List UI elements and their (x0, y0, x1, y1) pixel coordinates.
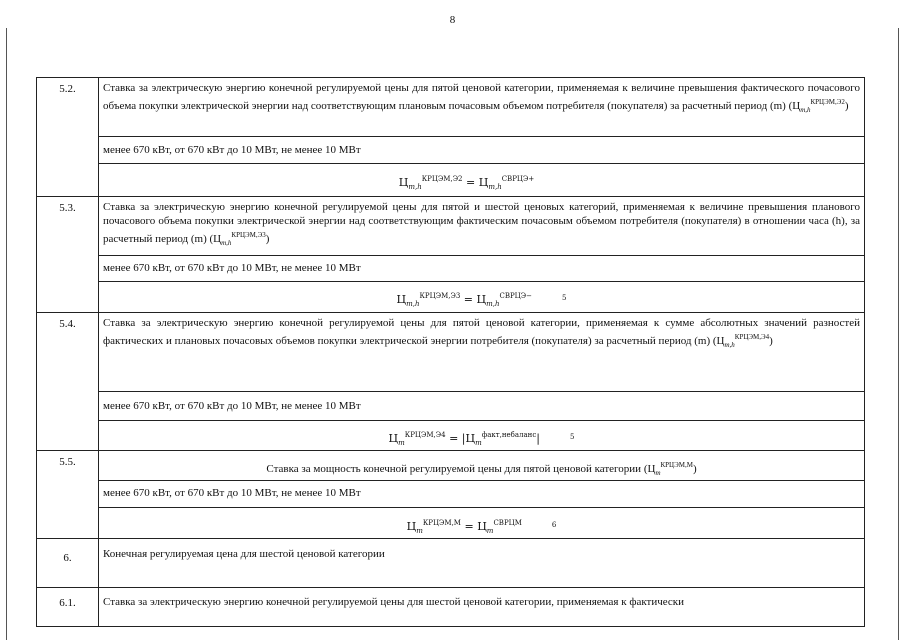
formula-cell (99, 421, 865, 451)
capacity-cell (99, 137, 865, 164)
section-number: 5.5. (37, 451, 99, 539)
capacity-text: менее 670 кВт, от 670 кВт до 10 МВт, не менее 10 МВт (103, 400, 361, 412)
right-margin-rule (898, 28, 899, 640)
tariff-table (36, 77, 865, 627)
formula: $Ц_{m,h}^{КРЦЭМ,Э3} = Ц_{m,h}^{СВРЦЭ-}$ $^5$ (396, 292, 567, 308)
section-title-cell (99, 78, 865, 137)
section-title-cell (99, 588, 865, 627)
section-row (37, 451, 865, 481)
formula-cell (99, 282, 865, 313)
section-number: 6.1. (37, 588, 99, 627)
section-number: 5.2. (37, 78, 99, 197)
left-margin-rule (6, 28, 7, 640)
section-title: Ставка за электрическую энергию конечной регулируемой цены для пятой и шестой ценовых категорий, применяемая к величине превышения планового почасового объема покупки электрической энергии над соответствующим фактическим почасовым объемом потребителя (покупателя) в отношении часа (h), за расчетный период (m) $(Ц_{m,h}^{КРЦЭМ,Э3})$ (103, 201, 860, 247)
capacity-cell (99, 481, 865, 508)
capacity-text: менее 670 кВт, от 670 кВт до 10 МВт, не менее 10 МВт (103, 262, 361, 274)
formula: $Ц_{m,h}^{КРЦЭМ,Э2} = Ц_{m,h}^{СВРЦЭ+}$ (398, 175, 535, 191)
section-title-cell (99, 313, 865, 392)
section-number: 6. (37, 539, 99, 588)
section-row (37, 539, 865, 588)
formula-cell (99, 164, 865, 197)
section-row (37, 78, 865, 137)
section-number: 5.4. (37, 313, 99, 451)
section-title-cell (99, 197, 865, 256)
section-title: Ставка за электрическую энергию конечной регулируемой цены для пятой ценовой категории, применяемая к величине превышения фактического почасового объема покупки электрической энергии над соответствующим плановым почасовым объемом потребителя (покупателя) за расчетный период (m) $(Ц_{m,h}^{КРЦЭМ,Э2})$ (103, 82, 860, 114)
section-title: Ставка за электрическую энергию конечной регулируемой цены для пятой ценовой категории, применяемая к сумме абсолютных значений разностей фактических и плановых почасовых объемов покупки электрической энергии потребителя (покупателя) за расчетный период (m) $(Ц_{m,h}^{КРЦЭМ,Э4})$ (103, 317, 860, 349)
capacity-text: менее 670 кВт, от 670 кВт до 10 МВт, не менее 10 МВт (103, 144, 361, 156)
section-row (37, 197, 865, 256)
section-title-cell (99, 539, 865, 588)
page-number: 8 (449, 14, 456, 26)
section-row (37, 588, 865, 627)
section-title: Конечная регулируемая цена для шестой ценовой категории (103, 548, 385, 560)
section-title-cell (99, 451, 865, 481)
section-title: Ставка за электрическую энергию конечной регулируемой цены для шестой ценовой категории, применяемая к фактически (103, 596, 685, 608)
capacity-cell (99, 392, 865, 421)
capacity-text: менее 670 кВт, от 670 кВт до 10 МВт, не менее 10 МВт (103, 487, 361, 499)
section-number: 5.3. (37, 197, 99, 313)
formula: $Ц_m^{КРЦЭМ,Э4} = |Ц_m^{факт,небаланс}|$ $^5$ (388, 431, 575, 447)
formula: $Ц_m^{КРЦЭМ,М} = Ц_m^{СВРЦМ}$ $^6$ (406, 519, 557, 535)
section-row (37, 313, 865, 392)
section-title: Ставка за мощность конечной регулируемой цены для пятой ценовой категории $(Ц_m^{КРЦЭМ,М})$ (266, 461, 697, 477)
capacity-cell (99, 256, 865, 282)
formula-cell (99, 508, 865, 539)
